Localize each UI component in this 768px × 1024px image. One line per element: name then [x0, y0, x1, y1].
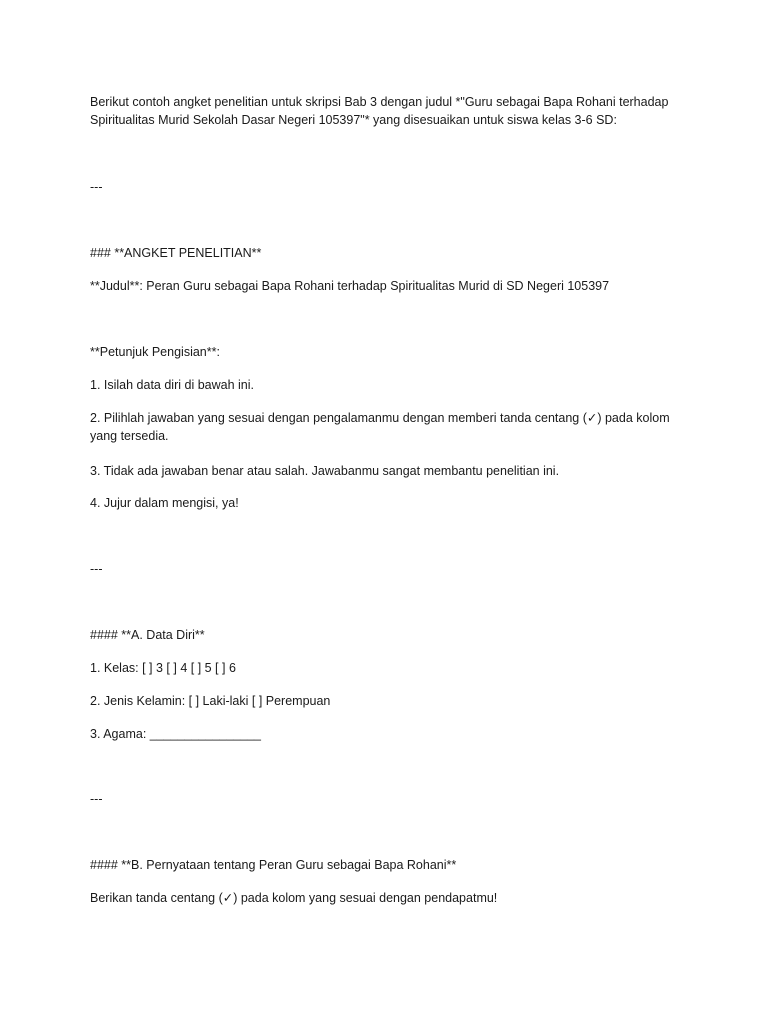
instructions-heading: **Petunjuk Pengisian**: — [90, 345, 220, 359]
data-diri-item: 2. Jenis Kelamin: [ ] Laki-laki [ ] Perempuan — [90, 694, 331, 708]
instruction-item: 1. Isilah data diri di bawah ini. — [90, 378, 254, 392]
intro-paragraph: Berikut contoh angket penelitian untuk skripsi Bab 3 dengan judul *"Guru sebagai Bapa Rohani terhadap Spiritualitas Murid Sekolah Dasar Negeri 105397"* yang disesuaikan untuk siswa kelas 3-6 SD: — [90, 95, 669, 127]
instruction-item: 4. Jujur dalam mengisi, ya! — [90, 496, 239, 510]
section-a-heading: #### **A. Data Diri** — [90, 628, 205, 642]
separator: --- — [90, 792, 103, 806]
survey-title-line: **Judul**: Peran Guru sebagai Bapa Rohani terhadap Spiritualitas Murid di SD Negeri 105397 — [90, 279, 610, 293]
separator: --- — [90, 180, 103, 194]
data-diri-item: 1. Kelas: [ ] 3 [ ] 4 [ ] 5 [ ] 6 — [90, 661, 236, 675]
instruction-item: 2. Pilihlah jawaban yang sesuai dengan pengalamanmu dengan memberi tanda centang (✓) pada kolom yang tersedia. — [90, 411, 670, 443]
section-b-heading: #### **B. Pernyataan tentang Peran Guru sebagai Bapa Rohani** — [90, 858, 457, 872]
survey-heading: ### **ANGKET PENELITIAN** — [90, 246, 262, 260]
section-b-instruction: Berikan tanda centang (✓) pada kolom yang sesuai dengan pendapatmu! — [90, 891, 498, 905]
instruction-item: 3. Tidak ada jawaban benar atau salah. Jawabanmu sangat membantu penelitian ini. — [90, 464, 560, 478]
data-diri-item: 3. Agama: ________________ — [90, 727, 261, 741]
separator: --- — [90, 562, 103, 576]
